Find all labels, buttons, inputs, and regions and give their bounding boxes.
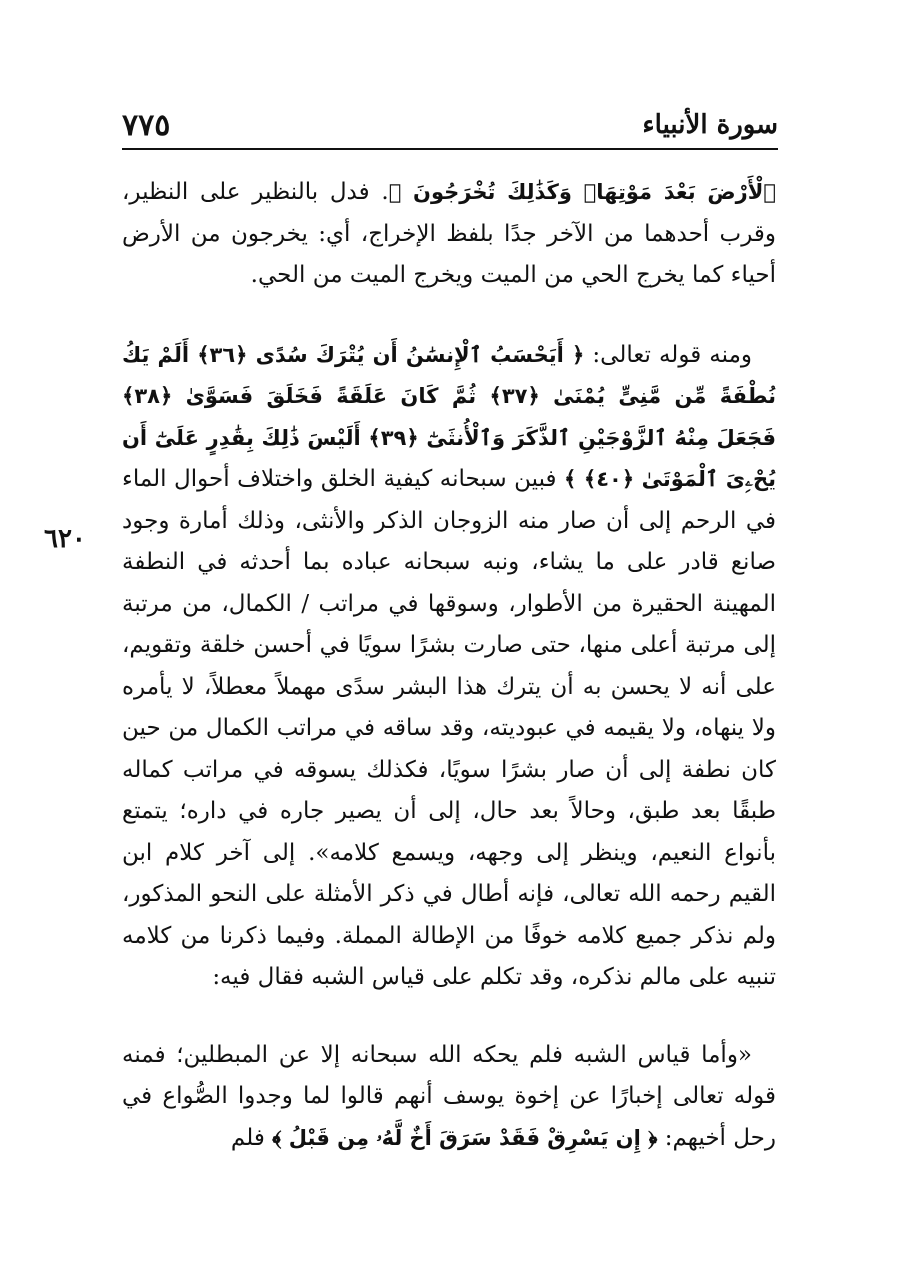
paragraph-gap bbox=[122, 297, 776, 335]
quran-verse: ﴿ إِن يَسْرِقْ فَقَدْ سَرَقَ أَخٌ لَّهُۥ مِن قَبْلُ ﴾ bbox=[272, 1125, 658, 1150]
paragraph-3 bbox=[122, 1035, 776, 1160]
paragraph-text: . فدل بالنظير على النظير، وقرب أحدهما من الآخر جدًا بلفظ الإخراج، أي: يخرجون من الأرض أحياء كما يخرج الحي من الميت ويخرج الميت من الحي. bbox=[122, 179, 776, 288]
margin-page-number: ٦٢٠ bbox=[44, 524, 86, 554]
paragraph-text: «وأما قياس الشبه فلم يحكه الله سبحانه إلا عن المبطلين؛ فمنه قوله تعالى إخبارًا عن إخوة يوسف أنهم قالوا لما وجدوا الصُّواع في رحل أخيهم: bbox=[122, 1041, 776, 1151]
paragraph-lead: ومنه قوله تعالى: bbox=[584, 341, 753, 368]
quran-verse: ﴿ أَيَحْسَبُ ٱلْإِنسَٰنُ أَن يُتْرَكَ سُدًى ﴿٣٦﴾ أَلَمْ يَكُ نُطْفَةً مِّن مَّنِىٍّ يُمْنَىٰ ﴿٣٧﴾ ثُمَّ كَانَ عَلَقَةً فَخَلَقَ فَسَوَّىٰ ﴿٣٨﴾ فَجَعَلَ مِنْهُ ٱلزَّوْجَيْنِ ٱلذَّكَرَ وَٱلْأُنثَىٰٓ ﴿٣٩﴾ أَلَيْسَ ذَٰلِكَ بِقَٰدِرٍ عَلَىٰٓ أَن يُحْۦِىَ ٱلْمَوْتَىٰ ﴿٤٠﴾ ﴾ bbox=[122, 342, 777, 491]
quran-verse: ٱلْأَرْضَ بَعْدَ مَوْتِهَاۚ وَكَذَٰلِكَ تُخْرَجُونَ ﴾ bbox=[388, 180, 776, 204]
paragraph-1 bbox=[122, 172, 776, 297]
paragraph-2 bbox=[122, 335, 776, 999]
paragraph-tail: فلم bbox=[230, 1124, 273, 1151]
body-text bbox=[122, 172, 776, 1159]
surah-title: سورة الأنبياء bbox=[642, 110, 778, 140]
paragraph-text: فبين سبحانه كيفية الخلق واختلاف أحوال الماء في الرحم إلى أن صار منه الزوجان الذكر والأنثى، وذلك أمارة وجود صانع قادر على ما يشاء، ونبه سبحانه عباده بما أحدثه في النطفة المهينة الحقيرة من الأطوار، وسوقها في مراتب / الكمال، من مرتبة إلى مرتبة أعلى منها، حتى صارت بشرًا سويًا في أحسن خلقة وتقويم، على أنه لا يحسن به أن يترك هذا البشر سدًى مهملاً معطلاً، لا يأمره ولا ينهاه، ولا يقيمه في عبوديته، وقد ساقه في مراتب الكمال من حين كان نطفة إلى أن صار بشرًا سويًا، فكذلك يسوقه في مراتب كماله طبقًا بعد طبق، وحالاً بعد حال، إلى أن يصير جاره في داره؛ يتمتع بأنواع النعيم، وينظر إلى وجهه، ويسمع كلامه». إلى آخر كلام ابن القيم رحمه الله تعالى، فإنه أطال في ذكر الأمثلة على النحو المذكور، ولم نذكر جميع كلامه خوفًا من الإطالة المملة. وفيما ذكرنا من كلامه تنبيه على مالم نذكره، وقد تكلم على قياس الشبه فقال فيه: bbox=[122, 466, 776, 990]
paragraph-gap bbox=[122, 999, 776, 1035]
page-number: ٧٧٥ bbox=[122, 108, 171, 143]
page-header bbox=[122, 104, 778, 150]
